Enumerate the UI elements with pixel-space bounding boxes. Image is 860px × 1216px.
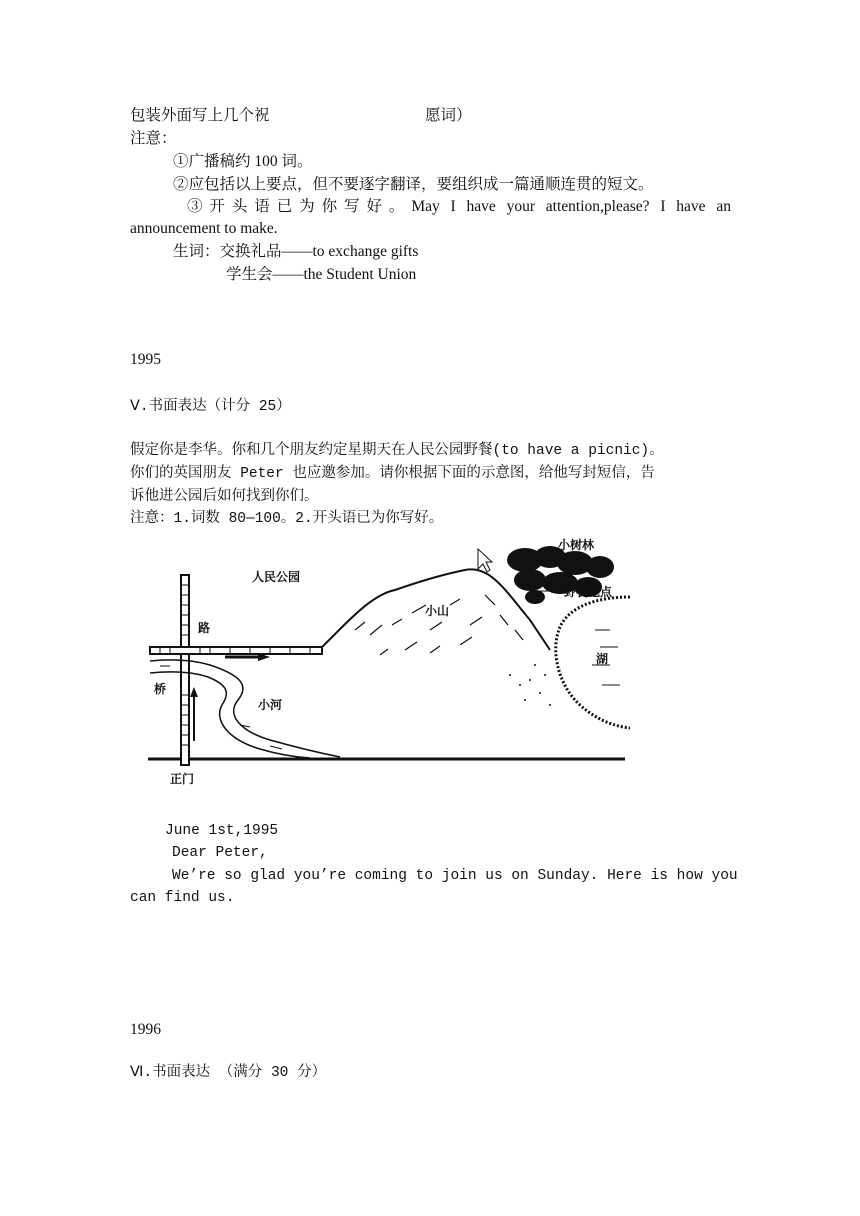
section-heading-1996: Ⅵ.书面表达 （满分 30 分） [130, 1065, 327, 1081]
map-label-stream: 小河 [258, 698, 283, 712]
map-label-woods: 小树林 [558, 538, 595, 552]
park-map-diagram [130, 535, 630, 795]
text-line-blessing-right: 愿词） [425, 107, 472, 124]
note-item-2: ②应包括以上要点，但不要逐字翻译，要组织成一篇通顺连贯的短文。 [173, 176, 654, 193]
horizontal-road [150, 647, 322, 654]
map-label-bridge: 桥 [154, 682, 167, 696]
map-label-gate: 正门 [170, 772, 195, 786]
map-label-hill: 小山 [425, 604, 450, 618]
letter-date: June 1st,1995 [165, 823, 279, 839]
letter-body-line-2: can find us. [130, 890, 235, 906]
note-item-1: ①广播稿约 100 词。 [173, 153, 313, 170]
note-heading: 注意： [130, 130, 177, 147]
map-label-road: 路 [198, 621, 211, 635]
letter-salutation: Dear Peter, [172, 845, 268, 861]
stream-bank-upper [150, 660, 340, 757]
text-line-blessing-left: 包装外面写上几个祝 [130, 107, 270, 124]
task-paragraph-line-3: 诉他进公园后如何找到你们。 [130, 489, 319, 505]
arrow-up-icon [190, 687, 198, 697]
vocab-student-union: 学生会——the Student Union [226, 266, 417, 283]
lake-shore [556, 597, 630, 728]
map-label-park: 人民公园 [252, 570, 301, 584]
map-label-picnic-spot: 野餐地点 [564, 585, 613, 599]
map-label-lake: 湖 [596, 652, 609, 666]
letter-body-line-1: We’re so glad you’re coming to join us on Sunday. Here is how you [172, 868, 738, 884]
task-paragraph-line-1: 假定你是李华。你和几个朋友约定星期天在人民公园野餐(to have a picnic)。 [130, 443, 664, 459]
vocab-exchange-gifts: 生词：交换礼品——to exchange gifts [173, 243, 419, 260]
cursor-pointer-icon [478, 549, 492, 572]
year-1995: 1995 [130, 351, 161, 368]
year-1996: 1996 [130, 1021, 161, 1038]
note-item-3-line-2: announcement to make. [130, 220, 278, 237]
vertical-road [181, 575, 189, 765]
task-paragraph-line-2: 你们的英国朋友 Peter 也应邀参加。请你根据下面的示意图，给他写封短信，告 [130, 466, 655, 482]
note-item-3-line-1: ③开头语已为你写好。May I have your attention,please? I have an [187, 198, 731, 215]
section-heading-1995: Ⅴ.书面表达（计分 25） [130, 399, 291, 415]
task-note: 注意：1.词数 80—100。2.开头语已为你写好。 [130, 511, 444, 527]
shore-stipple [509, 664, 551, 706]
